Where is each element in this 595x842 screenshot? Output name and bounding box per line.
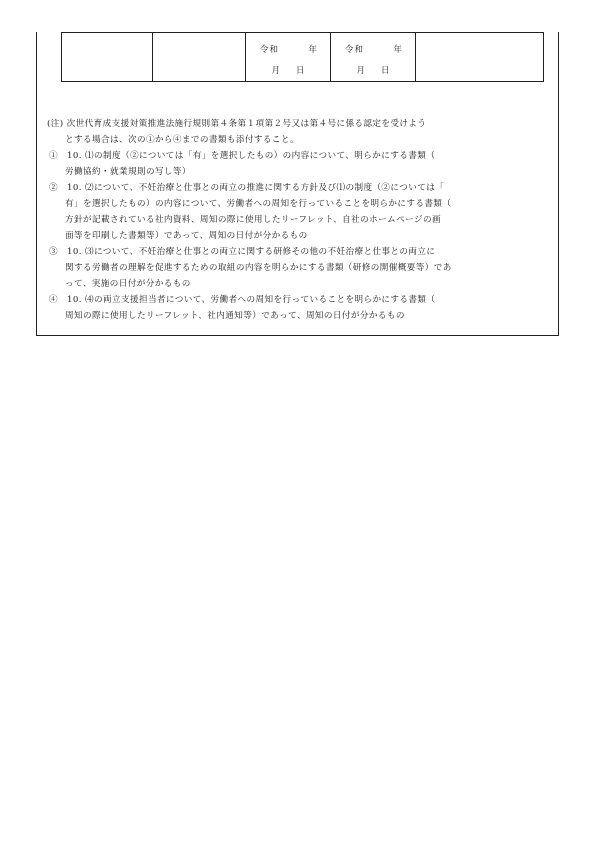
month-label: 月 (271, 66, 280, 76)
list-item-1-cont: 労働協約・就業規則の写し等） (65, 167, 191, 177)
list-item-3-cont: 関する労働者の理解を促進するための取組の内容を明らかにする書類（研修の開催概要等）であ (65, 263, 452, 273)
era-label: 令和 (260, 45, 280, 55)
year-label: 年 (393, 45, 403, 55)
notes-section (37, 116, 560, 324)
list-item-2-cont: 方針が記載されている社内資料、周知の際に使用したリーフレット、自社のホームページの画 (65, 215, 441, 225)
record-table (61, 32, 544, 82)
day-label: 日 (381, 66, 390, 76)
form-frame (36, 32, 559, 336)
month-label: 月 (356, 66, 365, 76)
table-cell-blank-1[interactable] (62, 33, 153, 82)
list-item-1: ① 10. ⑴の制度（②については「有」を選択したもの）の内容について、明らかにする書類（ (49, 151, 436, 161)
table-cell-date-2[interactable] (331, 33, 416, 82)
list-item-2-cont: 面等を印刷した書類等）であって、周知の日付が分かるもの (65, 231, 308, 241)
list-item-4-cont: 周知の際に使用したリーフレット、社内通知等）であって、周知の日付が分かるもの (65, 311, 405, 321)
table-cell-blank-2[interactable] (153, 33, 246, 82)
table-cell-blank-3[interactable] (416, 33, 544, 82)
list-item-3: ③ 10. ⑶について、不妊治療と仕事との両立に関する研修その他の不妊治療と仕事との両立に (49, 247, 436, 257)
table-row (62, 33, 544, 82)
era-label: 令和 (345, 45, 365, 55)
list-item-4: ④ 10. ⑷の両立支援担当者について、労働者への周知を行っていることを明らかにする書類（ (49, 295, 436, 305)
table-cell-date-1[interactable] (246, 33, 331, 82)
note-line: (注) 次世代育成支援対策推進法施行規則第４条第１項第２号又は第４号に係る認定を受けよう (47, 119, 427, 129)
list-item-2: ② 10. ⑵について、不妊治療と仕事との両立の推進に関する方針及び⑴の制度（②については「 (49, 183, 445, 193)
list-item-2-cont: 有」を選択したもの）の内容について、労働者への周知を行っていることを明らかにする書類（ (65, 199, 452, 209)
day-label: 日 (296, 66, 305, 76)
note-line: とする場合は、次の①から④までの書類も添付すること。 (65, 135, 299, 145)
list-item-3-cont: って、実施の日付が分かるもの (65, 279, 191, 289)
year-label: 年 (308, 45, 318, 55)
